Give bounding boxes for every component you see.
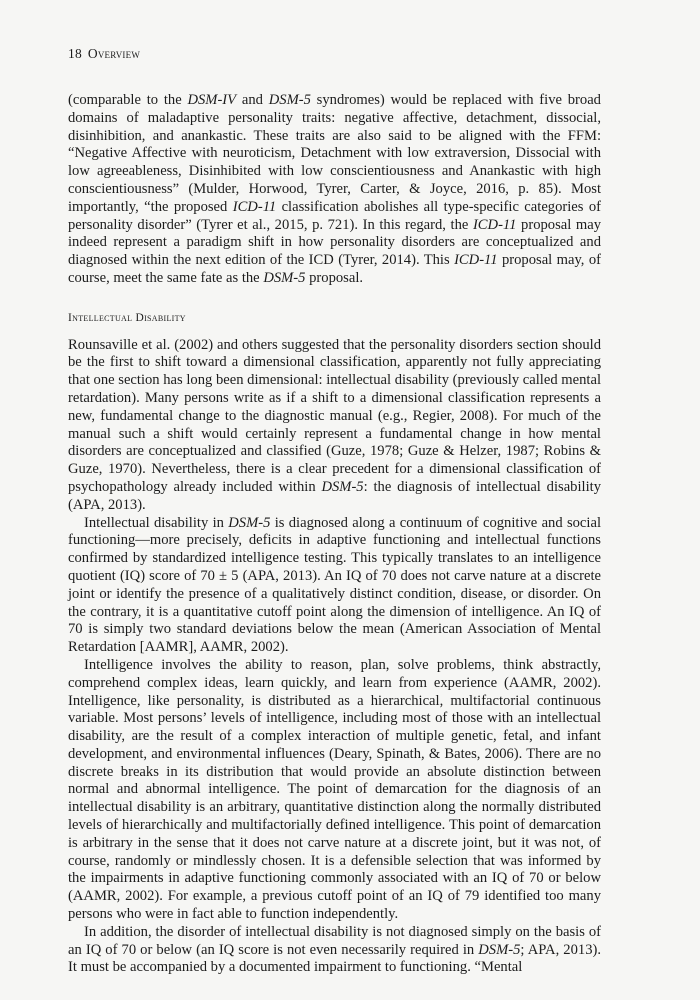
italic-run: ICD-11 bbox=[472, 216, 517, 233]
text-run: is diagnosed along a continuum of cognitive and social functioning—more precisely, deficits in adaptive functioning and intellectual functions confirmed by standardized intelligence testing. This typically translates to an intelligence quotient (IQ) score of 70 ± 5 (APA, 2013). An IQ of 70 does not carve nature at a discrete joint or identify the presence of a qualitatively distinct condition, disease, or disorder. On the contrary, it is a quantitative cutoff point along the dimension of intelligence. An IQ of 70 is simply two standard deviations below the mean (American Association of Mental Retardation [AAMR], AAMR, 2002). bbox=[68, 514, 601, 656]
text-run: proposal. bbox=[305, 269, 364, 286]
italic-run: DSM-5 bbox=[228, 514, 271, 531]
paragraph bbox=[68, 657, 601, 924]
section-heading: Intellectual Disability bbox=[68, 311, 186, 324]
italic-run: DSM-5 bbox=[268, 92, 311, 108]
text-run: syndromes) would be replaced with five broad domains of maladaptive personality traits: negative affective, detachment, dissocial, disinhibition, and anankastic. These traits are also said to be aligned with the FFM: “Negative Affective with neuroticism, Detachment with low extraversion, Dissocial with low agreeableness, Disinhibited with low conscientiousness and Anankastic with high conscientiousness” (Mulder, Horwood, Tyrer, Carter, & Joyce, 2016, p. 85). Most importantly, “the proposed bbox=[68, 92, 601, 215]
text-run: classification abolishes all type-specific categories of personality disorder” (Tyrer et al., 2015, p. 721). In this regard, the bbox=[68, 198, 601, 233]
italic-run: DSM-5 bbox=[478, 941, 521, 958]
italic-run: ICD-11 bbox=[454, 252, 498, 269]
italic-run: DSM-IV bbox=[187, 92, 237, 108]
page-number: 18 bbox=[68, 46, 82, 61]
text-run: : the diagnosis of intellectual disability (APA, 2013). bbox=[68, 478, 601, 513]
paragraph bbox=[68, 515, 601, 657]
text-run: Intelligence involves the ability to reason, plan, solve problems, think abstractly, comprehend complex ideas, learn quickly, and learn from experience (AAMR, 2002). Intelligence, like personality, is distributed as a hierarchical, multifactorial continuous variable. Most persons’ levels of intelligence, including most of those with an intellectual disability, are the result of a complex interaction of multiple genetic, fetal, and infant development, and environmental influences (Deary, Spinath, & Bates, 2006). There are no discrete breaks in its distribution that would provide an absolute distinction between normal and abnormal intelligence. The point of demarcation for the diagnosis of an intellectual disability is an arbitrary, quantitative distinction along the normally distributed levels of hierarchically and multifactorially defined intelligence. This point of demarcation is arbitrary in the sense that it does not carve nature at a discrete joint, but it was not, of course, randomly or mindlessly chosen. It is a defensible selection that was informed by the impairments in adaptive functioning commonly associated with an IQ of 70 or below (AAMR, 2002). For example, a previous cutoff point of an IQ of 79 identified too many persons who were in fact able to function independently. bbox=[68, 656, 601, 923]
text-run: proposal may indeed represent a paradigm shift in how personality disorders are conceptualized and diagnosed within the next edition of the ICD (Tyrer, 2014). This bbox=[68, 216, 602, 269]
text-run: ; APA, 2013). It must be accompanied by a documented impairment to functioning. “Mental bbox=[68, 941, 601, 976]
running-head-title: Overview bbox=[87, 46, 141, 61]
paragraph bbox=[68, 924, 601, 977]
italic-run: DSM-5 bbox=[321, 478, 364, 495]
italic-run: DSM-5 bbox=[263, 269, 306, 286]
paragraph bbox=[68, 337, 601, 515]
italic-run: ICD-11 bbox=[232, 198, 277, 215]
text-run: Rounsaville et al. (2002) and others suggested that the personality disorders section should be the first to shift toward a dimensional classification, apparently not fully appreciating that one section has long been dimensional: intellectual disability (previously called mental retardation). Many persons write as if a shift to a dimensional classification represents a new, fundamental change to the diagnostic manual (e.g., Regier, 2008). For much of the manual such a shift would certainly represent a fundamental change in how mental disorders are conceptualized and classified (Guze, 1978; Guze & Helzer, 1987; Robins & Guze, 1970). Nevertheless, there is a clear precedent for a dimensional classification of psychopathology already included within bbox=[68, 336, 601, 495]
paragraph bbox=[68, 92, 601, 288]
text-run: (comparable to the bbox=[68, 92, 188, 108]
text-run: proposal may, of course, meet the same fate as the bbox=[68, 252, 601, 286]
text-run: Intellectual disability in bbox=[84, 514, 229, 531]
running-head bbox=[68, 46, 140, 62]
text-run: In addition, the disorder of intellectual disability is not diagnosed simply on the basis of an IQ of 70 or below (an IQ score is not even necessarily required in bbox=[68, 923, 601, 958]
body-text bbox=[68, 92, 601, 977]
text-run: and bbox=[236, 92, 269, 108]
